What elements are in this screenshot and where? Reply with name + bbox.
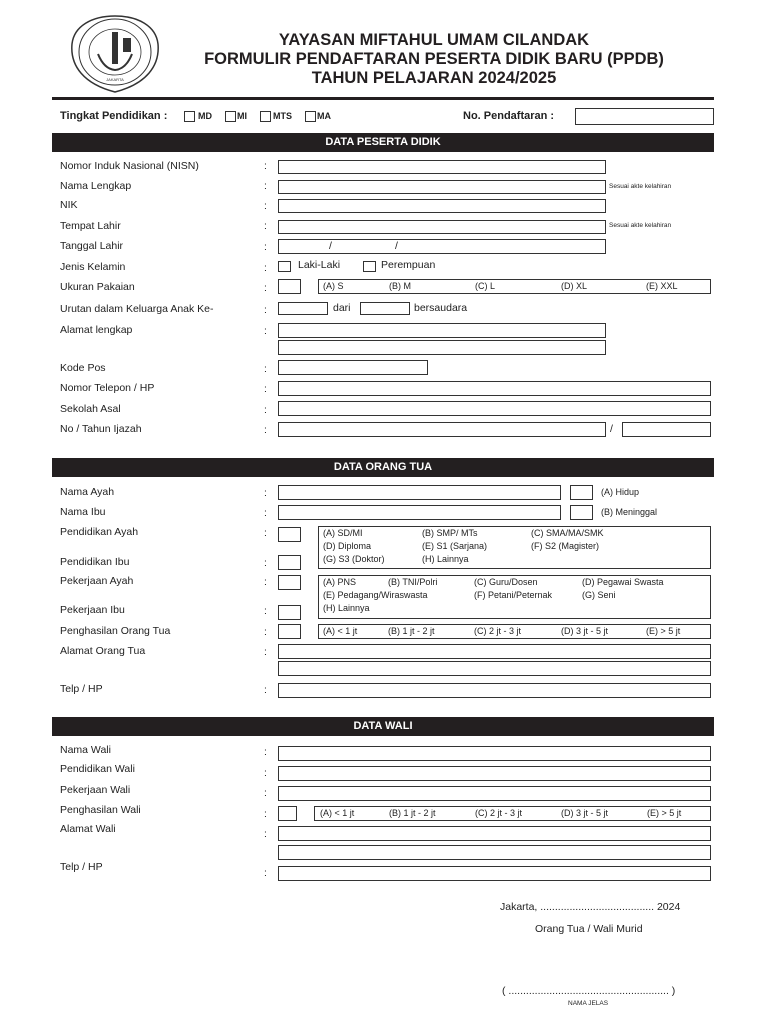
colon: : xyxy=(264,487,267,499)
colon: : xyxy=(264,363,267,375)
kode-pos-input[interactable] xyxy=(278,360,428,375)
label-nama-wali: Nama Wali xyxy=(60,744,111,756)
tahun-ijazah-input[interactable] xyxy=(622,422,711,437)
penghasilan-option: (D) 3 jt - 5 jt xyxy=(561,626,609,636)
pekerjaan-option: (F) Petani/Peternak xyxy=(474,590,553,600)
dari-label: dari xyxy=(333,302,351,314)
option-mi-label: MI xyxy=(237,111,247,121)
penghasilan-option: (A) < 1 jt xyxy=(323,626,358,636)
pekerjaan-ibu-input[interactable] xyxy=(278,605,301,620)
no-ijazah-input[interactable] xyxy=(278,422,606,437)
pekerjaan-ayah-input[interactable] xyxy=(278,575,301,590)
pendidikan-option: (B) SMP/ MTs xyxy=(422,528,478,538)
gender-perempuan-label: Perempuan xyxy=(381,259,436,271)
label-kode-pos: Kode Pos xyxy=(60,362,106,374)
foundation-title: YAYASAN MIFTAHUL UMAM CILANDAK xyxy=(278,31,590,49)
date-separator: / xyxy=(395,240,398,252)
colon: : xyxy=(264,808,267,820)
label-nik: NIK xyxy=(60,199,78,211)
alamat-wali-input-line-2[interactable] xyxy=(278,845,711,860)
colon: : xyxy=(264,220,267,232)
tingkat-label: Tingkat Pendidikan : xyxy=(60,110,168,122)
tanggal-lahir-input[interactable] xyxy=(278,239,606,254)
colon: : xyxy=(264,767,267,779)
label-pendidikan-wali: Pendidikan Wali xyxy=(60,763,135,775)
colon: : xyxy=(264,200,267,212)
label-tanggal-lahir: Tanggal Lahir xyxy=(60,240,124,252)
academic-year: TAHUN PELAJARAN 2024/2025 xyxy=(311,69,557,87)
label-ijazah: No / Tahun Ijazah xyxy=(60,423,142,435)
label-tempat-lahir: Tempat Lahir xyxy=(60,220,121,232)
label-nama-ayah: Nama Ayah xyxy=(60,486,115,498)
label-telepon: Nomor Telepon / HP xyxy=(60,382,155,394)
pendidikan-ibu-input[interactable] xyxy=(278,555,301,570)
pendidikan-option: (C) SMA/MA/SMK xyxy=(531,528,604,538)
pekerjaan-option: (B) TNI/Polri xyxy=(388,577,438,587)
ijazah-separator: / xyxy=(610,423,613,435)
colon: : xyxy=(264,160,267,172)
alamat-input-line-2[interactable] xyxy=(278,340,606,355)
size-option: (D) XL xyxy=(561,281,588,291)
alamat-input-line-1[interactable] xyxy=(278,323,606,338)
penghasilan-ortu-input[interactable] xyxy=(278,624,301,639)
penghasilan-option: (E) > 5 jt xyxy=(646,626,681,636)
tempat-lahir-input[interactable] xyxy=(278,220,606,234)
colon: : xyxy=(264,787,267,799)
colon: : xyxy=(264,262,267,274)
nama-wali-input[interactable] xyxy=(278,746,711,761)
signature-name-caption: NAMA JELAS xyxy=(568,1000,609,1007)
checkbox-mts[interactable] xyxy=(260,111,271,122)
status-ibu-input[interactable] xyxy=(570,505,593,520)
penghasilan-wali-option: (D) 3 jt - 5 jt xyxy=(561,808,609,818)
alamat-ortu-input-line-2[interactable] xyxy=(278,661,711,676)
colon: : xyxy=(264,557,267,569)
form-title: FORMULIR PENDAFTARAN PESERTA DIDIK BARU (PPDB) xyxy=(204,50,664,68)
checkbox-laki-laki[interactable] xyxy=(278,261,291,272)
label-penghasilan-wali: Penghasilan Wali xyxy=(60,804,141,816)
sekolah-asal-input[interactable] xyxy=(278,401,711,416)
label-urutan-anak: Urutan dalam Keluarga Anak Ke- xyxy=(60,303,214,315)
pekerjaan-option: (D) Pegawai Swasta xyxy=(582,577,664,587)
size-option: (A) S xyxy=(323,281,344,291)
colon: : xyxy=(264,304,267,316)
label-telp-ortu: Telp / HP xyxy=(60,683,103,695)
nama-ayah-input[interactable] xyxy=(278,485,561,500)
penghasilan-wali-option: (B) 1 jt - 2 jt xyxy=(389,808,436,818)
bersaudara-label: bersaudara xyxy=(414,302,468,314)
label-jenis-kelamin: Jenis Kelamin xyxy=(60,261,126,273)
penghasilan-option: (B) 1 jt - 2 jt xyxy=(388,626,435,636)
label-sekolah-asal: Sekolah Asal xyxy=(60,403,121,415)
option-md-label: MD xyxy=(198,111,212,121)
label-nama-ibu: Nama Ibu xyxy=(60,506,106,518)
pendidikan-option: (G) S3 (Doktor) xyxy=(323,554,385,564)
label-telp-wali: Telp / HP xyxy=(60,861,103,873)
label-penghasilan-ortu: Penghasilan Orang Tua xyxy=(60,625,171,637)
section-peserta-heading: DATA PESERTA DIDIK xyxy=(52,133,714,152)
colon: : xyxy=(264,646,267,658)
label-pekerjaan-wali: Pekerjaan Wali xyxy=(60,784,131,796)
nik-input[interactable] xyxy=(278,199,606,213)
status-ayah-input[interactable] xyxy=(570,485,593,500)
status-hidup-label: (A) Hidup xyxy=(601,487,640,497)
label-pendidikan-ibu: Pendidikan Ibu xyxy=(60,556,130,568)
note-akte: Sesuai akte kelahiran xyxy=(609,183,672,190)
label-nama-lengkap: Nama Lengkap xyxy=(60,180,132,192)
signature-name-line: ( ....................................................... ) xyxy=(502,985,676,997)
pendidikan-option: (D) Diploma xyxy=(323,541,372,551)
size-option: (B) M xyxy=(389,281,411,291)
jumlah-saudara-input[interactable] xyxy=(360,302,410,315)
pekerjaan-option: (E) Pedagang/Wiraswasta xyxy=(323,590,428,600)
pekerjaan-option: (H) Lainnya xyxy=(323,603,370,613)
colon: : xyxy=(264,241,267,253)
nama-lengkap-input[interactable] xyxy=(278,180,606,194)
checkbox-md[interactable] xyxy=(184,111,195,122)
pendidikan-wali-input[interactable] xyxy=(278,766,711,781)
colon: : xyxy=(264,404,267,416)
signature-role: Orang Tua / Wali Murid xyxy=(535,923,643,935)
nisn-input[interactable] xyxy=(278,160,606,174)
penghasilan-wali-input[interactable] xyxy=(278,806,297,821)
pekerjaan-option: (C) Guru/Dosen xyxy=(474,577,538,587)
pendidikan-option: (F) S2 (Magister) xyxy=(531,541,600,551)
label-ukuran-pakaian: Ukuran Pakaian xyxy=(60,281,135,293)
section-orang-tua-heading: DATA ORANG TUA xyxy=(52,458,714,477)
telp-wali-input[interactable] xyxy=(278,866,711,881)
pendidikan-ayah-input[interactable] xyxy=(278,527,301,542)
pendidikan-option: (E) S1 (Sarjana) xyxy=(422,541,488,551)
penghasilan-wali-option: (A) < 1 jt xyxy=(320,808,355,818)
size-option: (E) XXL xyxy=(646,281,678,291)
colon: : xyxy=(264,626,267,638)
no-pendaftaran-input[interactable] xyxy=(575,108,714,125)
anak-ke-input[interactable] xyxy=(278,302,328,315)
label-pekerjaan-ayah: Pekerjaan Ayah xyxy=(60,575,134,587)
status-meninggal-label: (B) Meninggal xyxy=(601,507,658,517)
checkbox-perempuan[interactable] xyxy=(363,261,376,272)
signature-place-date: Jakarta, ....................................... 2024 xyxy=(500,901,681,913)
gender-laki-laki-label: Laki-Laki xyxy=(298,259,341,271)
pendidikan-option: (H) Lainnya xyxy=(422,554,469,564)
colon: : xyxy=(264,867,267,879)
colon: : xyxy=(264,576,267,588)
colon: : xyxy=(264,383,267,395)
penghasilan-option: (C) 2 jt - 3 jt xyxy=(474,626,522,636)
pekerjaan-option: (A) PNS xyxy=(323,577,357,587)
checkbox-ma[interactable] xyxy=(305,111,316,122)
school-logo xyxy=(68,14,162,94)
option-ma-label: MA xyxy=(317,111,331,121)
penghasilan-wali-option: (E) > 5 jt xyxy=(647,808,682,818)
colon: : xyxy=(264,746,267,758)
label-alamat: Alamat lengkap xyxy=(60,324,133,336)
colon: : xyxy=(264,527,267,539)
size-option: (C) L xyxy=(475,281,495,291)
colon: : xyxy=(264,684,267,696)
checkbox-mi[interactable] xyxy=(225,111,236,122)
telepon-input[interactable] xyxy=(278,381,711,396)
label-alamat-ortu: Alamat Orang Tua xyxy=(60,645,146,657)
pekerjaan-wali-input[interactable] xyxy=(278,786,711,801)
date-separator: / xyxy=(329,240,332,252)
svg-text:JAKARTA: JAKARTA xyxy=(106,77,124,82)
nama-ibu-input[interactable] xyxy=(278,505,561,520)
ukuran-pakaian-input[interactable] xyxy=(278,279,301,294)
colon: : xyxy=(264,325,267,337)
label-pendidikan-ayah: Pendidikan Ayah xyxy=(60,526,139,538)
label-pekerjaan-ibu: Pekerjaan Ibu xyxy=(60,604,125,616)
no-pendaftaran-label: No. Pendaftaran : xyxy=(463,110,555,122)
penghasilan-wali-option: (C) 2 jt - 3 jt xyxy=(475,808,523,818)
section-wali-heading: DATA WALI xyxy=(52,717,714,736)
colon: : xyxy=(264,282,267,294)
telp-ortu-input[interactable] xyxy=(278,683,711,698)
option-mts-label: MTS xyxy=(273,111,292,121)
alamat-ortu-input-line-1[interactable] xyxy=(278,644,711,659)
alamat-wali-input-line-1[interactable] xyxy=(278,826,711,841)
colon: : xyxy=(264,507,267,519)
pekerjaan-option: (G) Seni xyxy=(582,590,616,600)
label-alamat-wali: Alamat Wali xyxy=(60,823,116,835)
colon: : xyxy=(264,605,267,617)
colon: : xyxy=(264,828,267,840)
colon: : xyxy=(264,424,267,436)
header-divider xyxy=(52,97,714,100)
colon: : xyxy=(264,180,267,192)
pendidikan-option: (A) SD/MI xyxy=(323,528,363,538)
note-akte: Sesuai akte kelahiran xyxy=(609,222,672,229)
label-nisn: Nomor Induk Nasional (NISN) xyxy=(60,160,199,172)
